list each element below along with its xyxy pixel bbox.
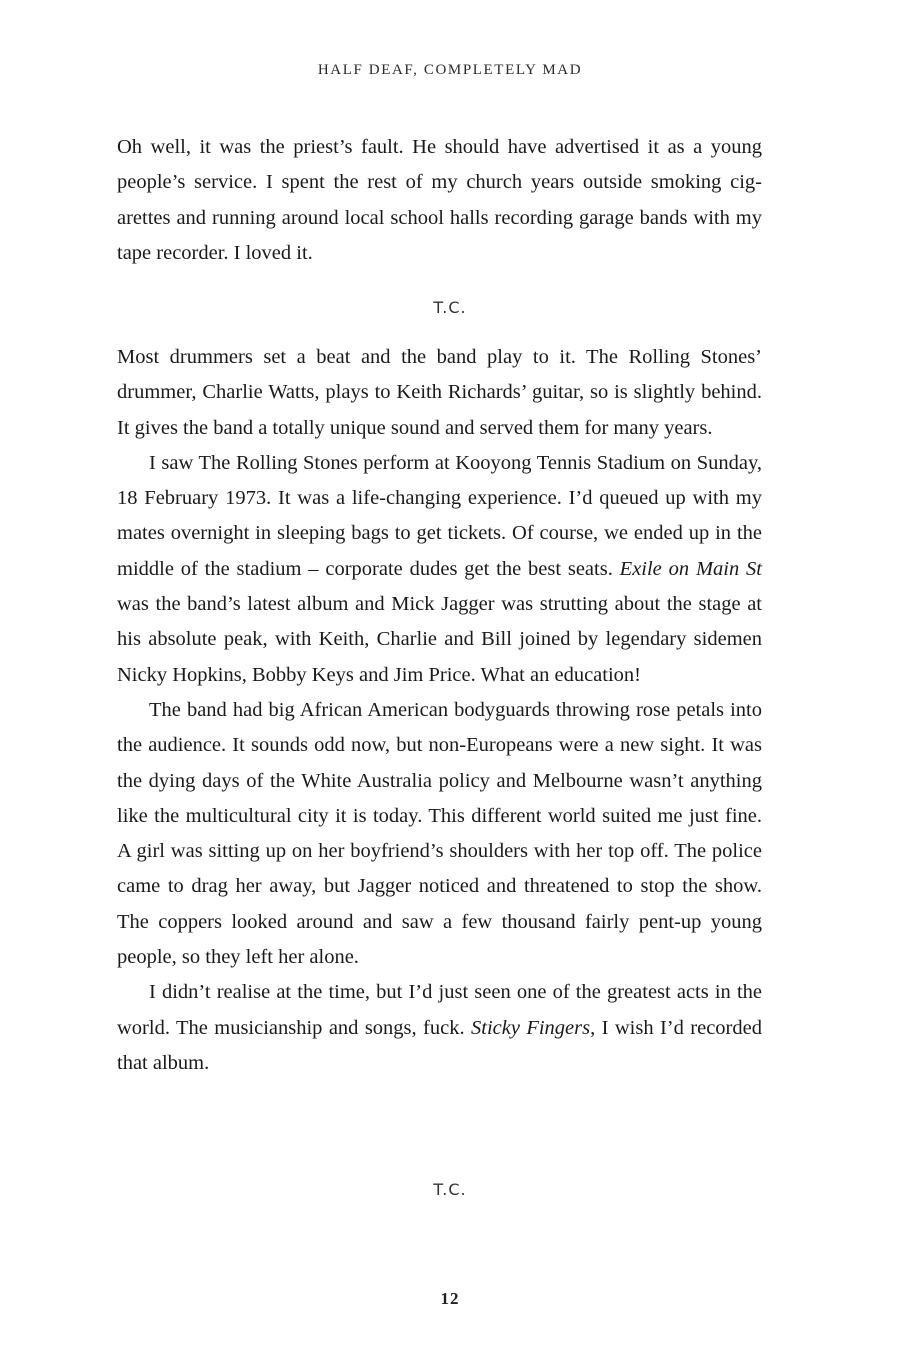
paragraph-text: I saw The Rolling Stones perform at Kooyong Tennis Stadium on Sunday, 18 February 1973. It was a life-changing experience. I’d queued up with my mates overnight in sleeping bags to get tickets. Of course, we ended up in the middle of the stadium – corporate dudes get the best seats.	[117, 451, 762, 580]
section-separator: T.C.	[433, 1180, 467, 1199]
running-head: HALF DEAF, COMPLETELY MAD	[317, 62, 583, 78]
paragraph: Most drummers set a beat and the band play to it. The Rolling Stones’ drummer, Charlie Watts, plays to Keith Richards’ guitar, so is slightly behind. It gives the band a totally unique sound and served them for many years.	[117, 346, 762, 439]
album-title: Sticky Fingers	[471, 1016, 591, 1039]
page-number: 12	[440, 1289, 460, 1308]
section-2	[117, 340, 762, 1081]
album-title: Exile on Main St	[619, 557, 762, 580]
section-1	[117, 130, 762, 271]
paragraph: Oh well, it was the priest’s fault. He should have advertised it as a young people’s service. I spent the rest of my church years outside smoking cig-arettes and running around local school halls recording garage bands with my tape recorder. I loved it.	[117, 136, 762, 264]
section-separator: T.C.	[433, 298, 467, 317]
paragraph-text: I didn’t realise at the time, but I’d just seen one of the greatest acts in the world. The musicianship and songs, fuck.	[117, 981, 762, 1039]
paragraph: The band had big African American bodyguards throwing rose petals into the audience. It sounds odd now, but non-Europeans were a new sight. It was the dying days of the White Australia policy and Melbourne wasn’t anything like the multicultural city it is today. This different world suited me just fine. A girl was sitting up on her boyfriend’s shoulders with her top off. The police came to drag her away, but Jagger noticed and threatened to stop the show. The coppers looked around and saw a few thousand fairly pent-up young people, so they left her alone.	[117, 698, 762, 969]
paragraph-text: , I wish I’d recorded that album.	[117, 1016, 762, 1074]
paragraph	[117, 446, 762, 693]
paragraph	[117, 975, 762, 1081]
paragraph-text: was the band’s latest album and Mick Jagger was strutting about the stage at his absolute peak, with Keith, Charlie and Bill joined by legendary sidemen Nicky Hopkins, Bobby Keys and Jim Price. What an education!	[117, 593, 762, 686]
